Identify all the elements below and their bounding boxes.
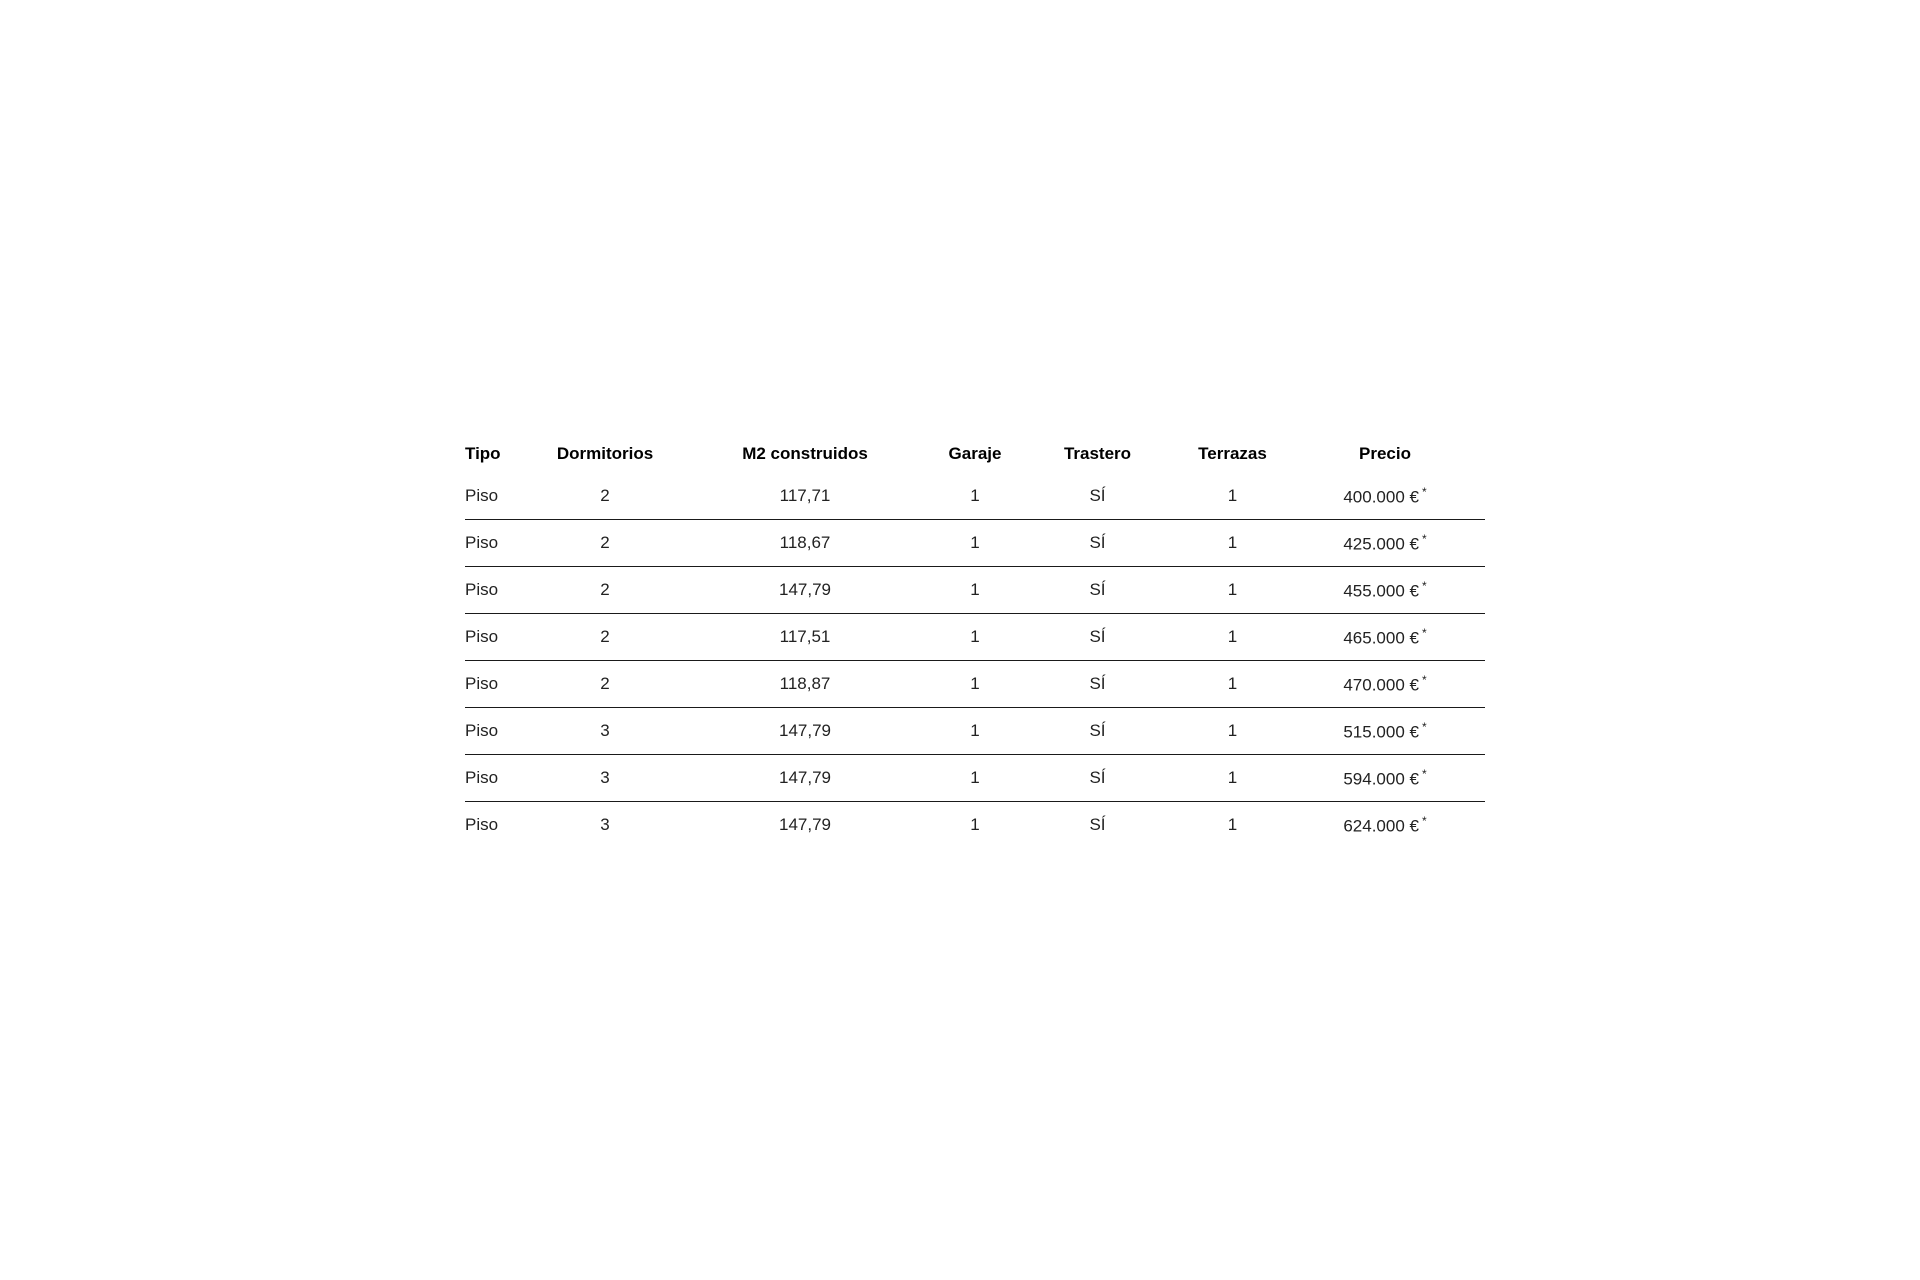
cell-precio bbox=[1285, 708, 1485, 755]
cell-trastero: SÍ bbox=[1015, 802, 1180, 849]
cell-trastero: SÍ bbox=[1015, 708, 1180, 755]
table-row bbox=[465, 661, 1485, 708]
price-value: 515.000 € bbox=[1343, 722, 1419, 742]
cell-terrazas: 1 bbox=[1180, 708, 1285, 755]
header-precio: Precio bbox=[1359, 444, 1411, 463]
table-row bbox=[465, 614, 1485, 661]
table-row bbox=[465, 473, 1485, 520]
price-value: 624.000 € bbox=[1343, 816, 1419, 836]
price-value: 455.000 € bbox=[1343, 581, 1419, 601]
header-terrazas: Terrazas bbox=[1198, 444, 1267, 463]
cell-m2: 147,79 bbox=[675, 567, 935, 614]
header-garaje: Garaje bbox=[948, 444, 1002, 463]
cell-tipo: Piso bbox=[465, 661, 535, 708]
cell-trastero: SÍ bbox=[1015, 614, 1180, 661]
cell-m2: 118,87 bbox=[675, 661, 935, 708]
cell-precio bbox=[1285, 567, 1485, 614]
cell-tipo: Piso bbox=[465, 567, 535, 614]
header-row bbox=[465, 435, 1485, 473]
cell-garaje: 1 bbox=[935, 661, 1015, 708]
cell-garaje: 1 bbox=[970, 486, 980, 505]
cell-m2: 118,67 bbox=[675, 520, 935, 567]
table-header bbox=[465, 435, 1485, 473]
cell-precio bbox=[1285, 755, 1485, 802]
table-row bbox=[465, 755, 1485, 802]
price-value: 594.000 € bbox=[1343, 769, 1419, 789]
price-value: 470.000 € bbox=[1343, 675, 1419, 695]
price-footnote-mark: * bbox=[1421, 672, 1427, 687]
cell-trastero: SÍ bbox=[1089, 486, 1106, 505]
price-value: 425.000 € bbox=[1343, 534, 1419, 554]
price-footnote-mark: * bbox=[1421, 531, 1427, 546]
cell-terrazas: 1 bbox=[1180, 567, 1285, 614]
cell-precio bbox=[1285, 520, 1485, 567]
header-m2-construidos: M2 construidos bbox=[742, 444, 868, 463]
cell-trastero: SÍ bbox=[1015, 567, 1180, 614]
price-footnote-mark: * bbox=[1421, 484, 1427, 499]
price-footnote-mark: * bbox=[1421, 625, 1427, 640]
price-footnote-mark: * bbox=[1421, 578, 1427, 593]
cell-dormitorios: 3 bbox=[535, 708, 675, 755]
cell-m2: 147,79 bbox=[675, 802, 935, 849]
cell-trastero: SÍ bbox=[1015, 755, 1180, 802]
cell-garaje: 1 bbox=[935, 567, 1015, 614]
price-table bbox=[465, 435, 1485, 848]
cell-precio bbox=[1285, 802, 1485, 849]
cell-m2: 147,79 bbox=[675, 708, 935, 755]
table-row bbox=[465, 708, 1485, 755]
cell-terrazas: 1 bbox=[1180, 802, 1285, 849]
header-tipo: Tipo bbox=[465, 444, 501, 463]
cell-terrazas: 1 bbox=[1180, 520, 1285, 567]
price-footnote-mark: * bbox=[1421, 719, 1427, 734]
cell-terrazas: 1 bbox=[1227, 486, 1238, 505]
cell-terrazas: 1 bbox=[1180, 661, 1285, 708]
cell-dormitorios: 2 bbox=[535, 614, 675, 661]
price-footnote-mark: * bbox=[1421, 766, 1427, 781]
cell-dormitorios: 2 bbox=[535, 567, 675, 614]
cell-terrazas: 1 bbox=[1180, 755, 1285, 802]
table-row bbox=[465, 520, 1485, 567]
cell-dormitorios: 2 bbox=[535, 661, 675, 708]
table-row bbox=[465, 802, 1485, 849]
table-body bbox=[465, 473, 1485, 848]
cell-dormitorios: 3 bbox=[535, 755, 675, 802]
cell-precio bbox=[1285, 661, 1485, 708]
cell-m2: 117,51 bbox=[675, 614, 935, 661]
cell-garaje: 1 bbox=[935, 802, 1015, 849]
cell-garaje: 1 bbox=[935, 614, 1015, 661]
cell-tipo: Piso bbox=[465, 708, 535, 755]
cell-tipo: Piso bbox=[465, 614, 535, 661]
price-value: 465.000 € bbox=[1343, 628, 1419, 648]
cell-tipo: Piso bbox=[465, 486, 499, 505]
price-footnote-mark: * bbox=[1421, 813, 1427, 828]
table-row bbox=[465, 567, 1485, 614]
cell-garaje: 1 bbox=[935, 520, 1015, 567]
cell-terrazas: 1 bbox=[1180, 614, 1285, 661]
cell-trastero: SÍ bbox=[1015, 661, 1180, 708]
cell-trastero: SÍ bbox=[1015, 520, 1180, 567]
cell-m2: 117,71 bbox=[779, 486, 831, 505]
cell-m2: 147,79 bbox=[675, 755, 935, 802]
cell-precio bbox=[1285, 614, 1485, 661]
cell-tipo: Piso bbox=[465, 520, 535, 567]
header-dormitorios: Dormitorios bbox=[556, 444, 654, 463]
cell-garaje: 1 bbox=[935, 755, 1015, 802]
cell-dormitorios: 3 bbox=[535, 802, 675, 849]
price-table-container bbox=[465, 435, 1485, 848]
cell-precio bbox=[1285, 473, 1485, 520]
cell-tipo: Piso bbox=[465, 802, 535, 849]
header-trastero: Trastero bbox=[1063, 444, 1132, 463]
cell-dormitorios: 2 bbox=[535, 520, 675, 567]
cell-tipo: Piso bbox=[465, 755, 535, 802]
price-value: 400.000 € bbox=[1343, 487, 1419, 507]
cell-garaje: 1 bbox=[935, 708, 1015, 755]
cell-dormitorios: 2 bbox=[600, 486, 610, 505]
